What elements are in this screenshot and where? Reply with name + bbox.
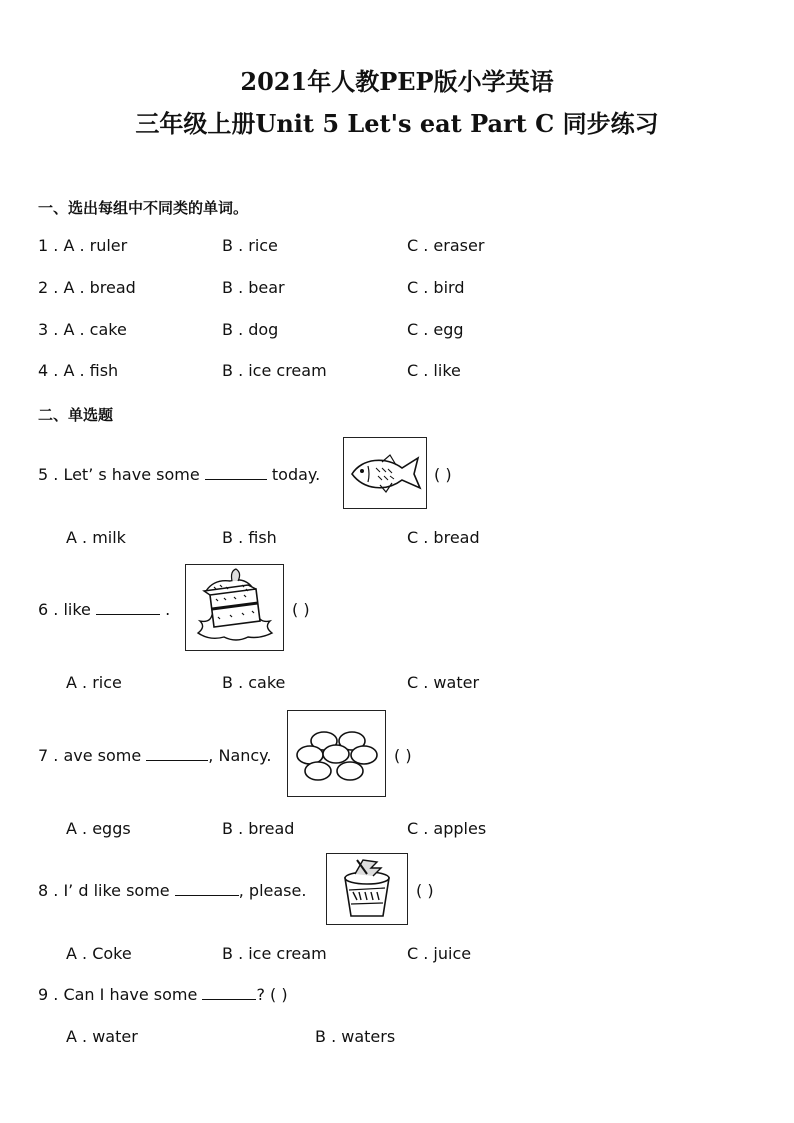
q6-blank: [96, 600, 160, 615]
q7-stem: [38, 746, 271, 765]
q1-option-b: B . rice: [222, 236, 278, 255]
q5-stem-pre: 5 . Let’ s have some: [38, 465, 200, 484]
q9-stem: [38, 985, 288, 1004]
q5-stem-post: today.: [271, 465, 321, 484]
ice-cream-cup-icon: [326, 853, 408, 925]
section-2-heading: 二、单选题: [38, 406, 114, 424]
q7-option-b: B . bread: [222, 819, 295, 838]
q8-answer-paren: ( ): [416, 881, 434, 900]
q2-option-b: B . bear: [222, 278, 285, 297]
q8-blank: [175, 881, 239, 896]
q5-option-b: B . fish: [222, 528, 277, 547]
q1-option-a: 1 . A . ruler: [38, 236, 128, 255]
q2-option-c: C . bird: [407, 278, 465, 297]
eggs-icon: [287, 710, 386, 797]
q6-stem-post: .: [165, 600, 171, 619]
q6-answer-paren: ( ): [292, 600, 310, 619]
q7-answer-paren: ( ): [394, 746, 412, 765]
section-1-heading: 一、选出每组中不同类的单词。: [38, 199, 249, 217]
q6-stem: [38, 600, 170, 619]
q2-option-a: 2 . A . bread: [38, 278, 136, 297]
q5-option-c: C . bread: [407, 528, 480, 547]
q6-option-c: C . water: [407, 673, 480, 692]
q8-stem-pre: 8 . I’ d like some: [38, 881, 170, 900]
q5-option-a: A . milk: [66, 528, 126, 547]
q7-option-c: C . apples: [407, 819, 487, 838]
q7-option-a: A . eggs: [66, 819, 131, 838]
q8-stem-post: , please.: [238, 881, 307, 900]
q9-stem-post: ? ( ): [256, 985, 288, 1004]
q1-option-c: C . eraser: [407, 236, 485, 255]
page-title: 2021年人教PEP版小学英语: [240, 67, 554, 96]
q8-option-b: B . ice cream: [222, 944, 327, 963]
cake-icon: [185, 564, 284, 651]
q8-option-a: A . Coke: [66, 944, 132, 963]
q3-option-c: C . egg: [407, 320, 464, 339]
q6-option-b: B . cake: [222, 673, 286, 692]
q4-option-c: C . like: [407, 361, 461, 380]
q5-stem: [38, 465, 320, 484]
q4-option-b: B . ice cream: [222, 361, 327, 380]
q8-stem: [38, 881, 306, 900]
q7-stem-pre: 7 . ave some: [38, 746, 142, 765]
q5-answer-paren: ( ): [434, 465, 452, 484]
q3-option-a: 3 . A . cake: [38, 320, 127, 339]
q6-stem-pre: 6 . like: [38, 600, 91, 619]
q9-option-b: B . waters: [315, 1027, 396, 1046]
q5-blank: [205, 465, 267, 480]
q7-blank: [146, 746, 208, 761]
q4-option-a: 4 . A . fish: [38, 361, 119, 380]
q9-stem-pre: 9 . Can I have some: [38, 985, 198, 1004]
q6-option-a: A . rice: [66, 673, 122, 692]
q8-option-c: C . juice: [407, 944, 472, 963]
fish-icon: [343, 437, 427, 509]
q7-stem-post: , Nancy.: [208, 746, 272, 765]
q9-option-a: A . water: [66, 1027, 138, 1046]
q3-option-b: B . dog: [222, 320, 279, 339]
q9-blank: [202, 985, 256, 1000]
page-subtitle: 三年级上册Unit 5 Let's eat Part C 同步练习: [135, 109, 659, 138]
